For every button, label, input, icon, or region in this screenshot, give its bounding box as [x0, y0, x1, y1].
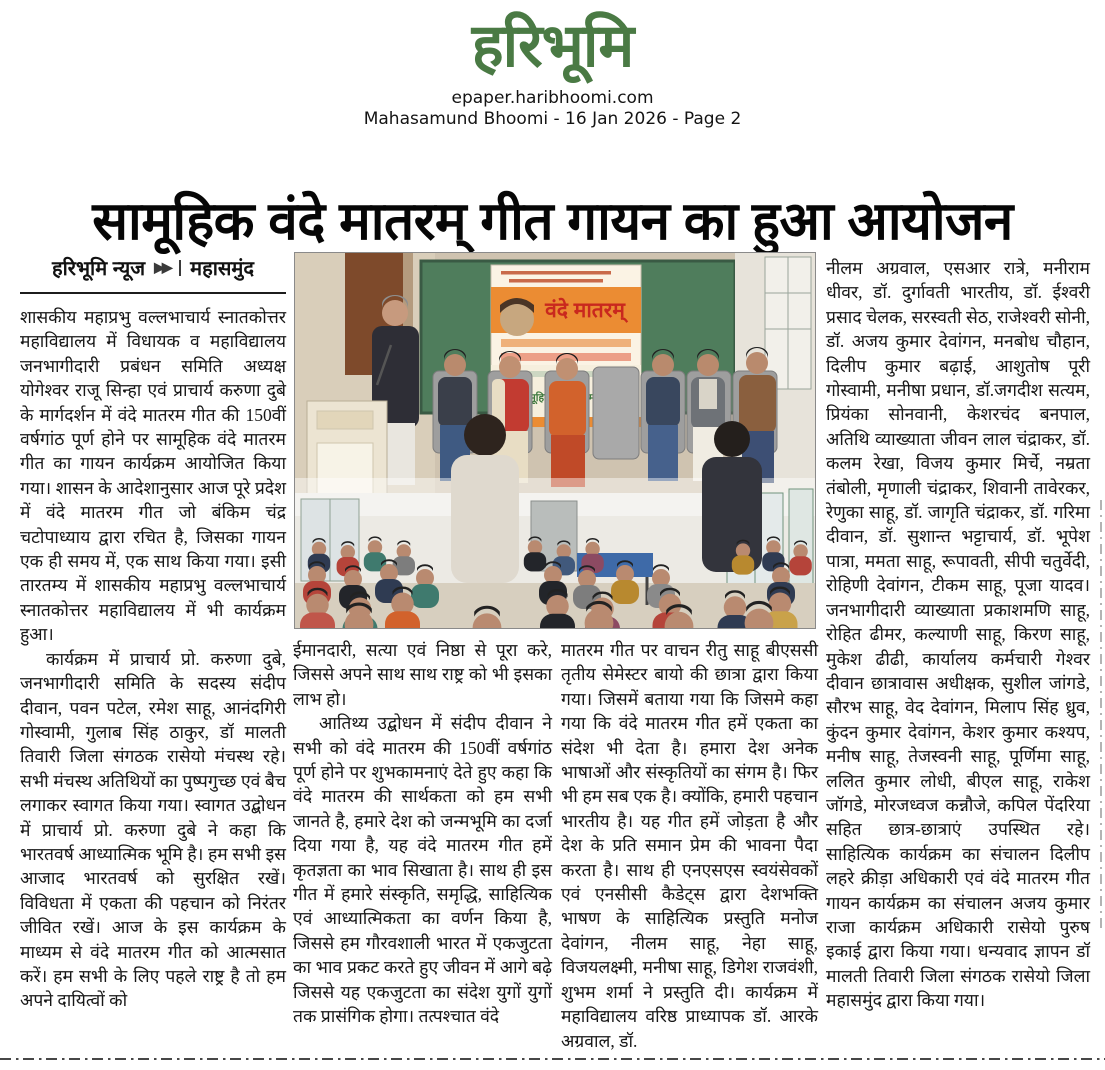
article-bottom-divider — [0, 1058, 1105, 1060]
banner-subtitle: सामूहिक — [519, 392, 553, 404]
column-2 — [293, 638, 552, 1029]
byline-bar-icon — [179, 260, 182, 276]
column-1 — [20, 252, 286, 1013]
event-photo-illustration — [295, 253, 815, 628]
paragraph: आतिथ्य उद्बोधन में संदीप दीवान ने सभी को वंदे मातरम की 150वीं वर्षगांठ पूर्ण होने पर शुभकामनाएं देते हुए कहा कि वंदे मातरम की सार्थकता को हम सभी जानते है, हमारे देश को जन्मभूमि का दर्जा दिया गया है, यह वंदे मातरम गीत हमें कृतज्ञता का भाव सिखाता है। साथ ही इस गीत में हमारे संस्कृति, समृद्धि, साहित्यिक एवं आध्यात्मिकता का वर्णन किया है, जिससे हम गौरवशाली भारत में एकजुटता का भाव प्रकट करते हुए जीवन में आगे बढ़े जिससे यह एकजुटता का संदेश युगों युगों तक प्रासंगिक होगा। तत्पश्चात वंदे — [293, 713, 552, 1027]
masthead — [0, 0, 1105, 131]
paragraph: मातरम गीत पर वाचन रीतु साहू बीएससी तृतीय सेमेस्टर बायो की छात्रा द्वारा किया गया। जिसमें बताया गया कि जिसमे कहा गया कि वंदे मातरम गीत हमें एकता का संदेश भी देता है। हमारा देश अनेक भाषाओं और संस्कृतियों का संगम है। फिर भी हम सब एक है। क्योंकि, हमारी पहचान भारतीय है। यह गीत हमें जोड़ता है और देश के प्रति समान प्रेम की भावना पैदा करता है। साथ ही एनएसएस स्वयंसेवकों एवं एनसीसी कैडेट्स द्वारा देशभक्ति भाषण के साहित्यिक प्रस्तुति मनोज देवांगन, नीलम साहू, नेहा साहू, विजयलक्ष्मी, मनीषा साहू, डिगेश राजवंशी, शुभम शर्मा ने प्रस्तुति दी। कार्यक्रम में महाविद्यालय वरिष्ठ प्राध्यापक डॉ. आरके अग्रवाल, डॉ. — [561, 640, 818, 1051]
byline-place: महासमुंद — [190, 258, 254, 280]
masthead-logo: हरिभूमि — [471, 11, 634, 81]
paragraph: कार्यक्रम में प्राचार्य प्रो. करुणा दुबे, जनभागीदारी समिति के सदस्य संदीप दीवान, पवन पटेल, रमेश साहू, आनंदगिरी गोस्वामी, गुलाब सिंह ठाकुर, डॉ मालती तिवारी जिला संगठक रासेयो मंचस्थ रहे। सभी मंचस्थ अतिथियों का पुष्पगुच्छ एवं बैच लगाकर स्वागत किया गया। स्वागत उद्बोधन में प्राचार्य प्रो. करुणा दुबे ने कहा कि भारतवर्ष आध्यात्मिक भूमि है। हम सभी इस आजाद भारतवर्ष को सुरक्षित रखें। विविधता में एकता की पहचान को निरंतर जीवित रखें। आज के इस कार्यक्रम के माध्यम से वंदे मातरम गीत को आत्मसात करें। हम सभी के लिए पहले राष्ट्र है तो हम अपने दायित्वों को — [20, 648, 286, 1011]
column-4 — [826, 256, 1090, 1013]
double-right-arrows-icon: ▶▶ — [154, 258, 170, 275]
paragraph: नीलम अग्रवाल, एसआर रात्रे, मनीराम धीवर, डॉ. दुर्गावती भारतीय, डॉ. ईश्वरी प्रसाद चेलक, सरस्वती सेठ, राजेश्वरी सोनी, डॉ. अजय कुमार देवांगन, मनबोध चौहान, दिलीप कुमार बढ़ाई, आशुतोष पूरी गोस्वामी, मनीषा प्रधान, डॉ.जगदीश सत्यम, प्रियंका सोनवानी, केशरचंद बनपाल, अतिथि व्याख्याता जीवन लाल चंद्राकर, डॉ. कलम रेखा, विजय कुमार मिर्चे, नम्रता तंबोली, मृणाली चंद्राकर, शिवानी तावेरकर, रेणुका साहू, डॉ. जागृति चंद्राकर, डॉ. गरिमा दीवान, डॉ. सुशान्त भट्टाचार्य, डॉ. भूपेश पात्रा, ममता साहू, रूपावती, सीपी चतुर्वेदी, रोहिणी देवांगन, टीकम साहू, पूजा यादव। जनभागीदारी व्याख्याता प्रकाशमणि साहू, रोहित ढीमर, कल्याणी साहू, किरण साहू, मुकेश ढीढी, कार्यालय कर्मचारी गेश्वर दीवान छात्रावास अधीक्षक, सुशील जांगडे, सौरभ साहू, वेद देवांगन, मिलाप सिंह ध्रुव, कुंदन कुमार देवांगन, केशर कुमार कश्यप, मनीष साहू, तेजस्वनी साहू, पूर्णिमा साहू, ललित कुमार लोधी, बीएल साहू, राकेश जॉगडे, मोरजध्वज कन्नौजे, कपिल पेंदरिया सहित छात्र-छात्राएं उपस्थित रहे। साहित्यिक कार्यक्रम का संचालन दिलीप लहरे क्रीड़ा अधिकारी एवं वंदे मातरम गीत गायन कार्यक्रम का संचालन अजय कुमार राजा कार्यक्रम अधिकारी रासेयो पुरुष इकाई द्वारा किया गया। धन्यवाद ज्ञापन डॉ मालती तिवारी जिला संगठक रासेयो जिला महासमुंद द्वारा किया गया। — [826, 258, 1090, 1011]
site-url: epaper.haribhoomi.com — [451, 88, 654, 108]
article-headline: सामूहिक वंदे मातरम् गीत गायन का हुआ आयोजन — [92, 191, 1013, 251]
column-3 — [561, 638, 818, 1053]
edition-info: Mahasamund Bhoomi - 16 Jan 2026 - Page 2 — [363, 109, 742, 129]
byline — [20, 252, 286, 294]
byline-agency: हरिभूमि न्यूज — [52, 258, 146, 280]
event-photo — [294, 252, 816, 629]
page-edge-divider — [1100, 500, 1102, 930]
banner-title: वंदे मातरम् — [545, 299, 625, 322]
paragraph: शासकीय महाप्रभु वल्लभाचार्य स्नातकोत्तर महाविद्यालय में विधायक व महाविद्यालय जनभागीदारी प्रबंधन समिति अध्यक्ष योगेश्वर राजू सिन्हा एवं प्राचार्य करुणा दुबे के मार्गदर्शन में वंदे मातरम गीत की 150वीं वर्षगांठ पूर्ण होने पर सामूहिक वंदे मातरम गीत का गायन कार्यक्रम आयोजित किया गया। शासन के आदेशानुसार आज पूरे प्रदेश में वंदे मातरम गीत जो बंकिम चंद्र चटोपाध्याय द्वारा रचित है, जिसका गायन एक ही समय में, एक साथ किया गया। इसी तारतम्य में शासकीय महाप्रभु वल्लभाचार्य स्नातकोत्तर महाविद्यालय में भी कार्यक्रम हुआ। — [20, 307, 286, 645]
paragraph: ईमानदारी, सत्या एवं निष्ठा से पूरा करे, जिससे अपने साथ साथ राष्ट्र को भी इसका लाभ हो। — [293, 640, 552, 709]
